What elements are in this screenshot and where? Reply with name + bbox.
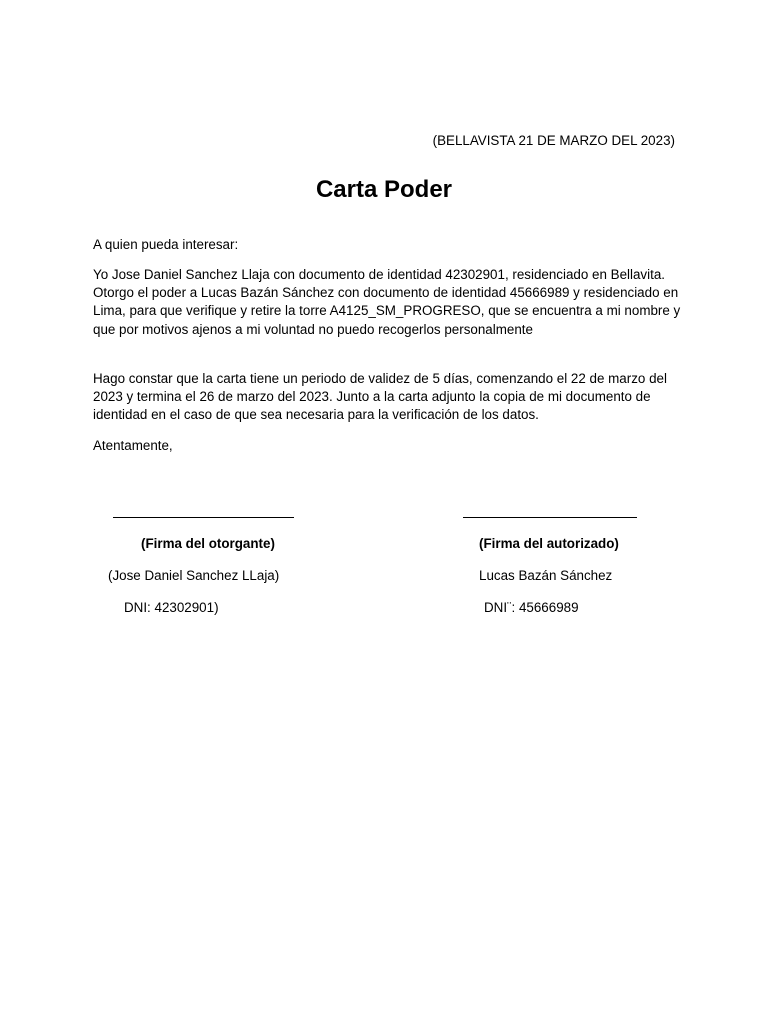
authorized-signature-line bbox=[463, 517, 637, 518]
authorized-signature-label: (Firma del autorizado) bbox=[479, 536, 619, 551]
grantor-signature-label: (Firma del otorgante) bbox=[141, 536, 275, 551]
date-line: (BELLAVISTA 21 DE MARZO DEL 2023) bbox=[432, 133, 675, 148]
paragraph-grant: Yo Jose Daniel Sanchez Llaja con documento de identidad 42302901, residenciado en Bellavita. Otorgo el poder a Lucas Bazán Sánchez con documento de identidad 45666989 y residenciado en Lima, para que verifique y retire la torre A4125_SM_PROGRESO, que se encuentra a mi nombre y que por motivos ajenos a mi voluntad no puedo recogerlos personalmente bbox=[93, 267, 681, 337]
closing: Atentamente, bbox=[93, 438, 173, 453]
paragraph-validity: Hago constar que la carta tiene un periodo de validez de 5 días, comenzando el 22 de marzo del 2023 y termina el 26 de marzo del 2023. Junto a la carta adjunto la copia de mi documento de identidad en el caso de que sea necesaria para la verificación de los datos. bbox=[93, 371, 667, 423]
greeting: A quien pueda interesar: bbox=[93, 237, 239, 252]
document-title: Carta Poder bbox=[315, 176, 453, 203]
grantor-dni: DNI: 42302901) bbox=[124, 600, 219, 615]
grantor-signature-line bbox=[113, 517, 294, 518]
grantor-name: (Jose Daniel Sanchez LLaja) bbox=[108, 568, 280, 583]
authorized-dni: DNI¨: 45666989 bbox=[484, 600, 579, 615]
authorized-name: Lucas Bazán Sánchez bbox=[479, 568, 613, 583]
